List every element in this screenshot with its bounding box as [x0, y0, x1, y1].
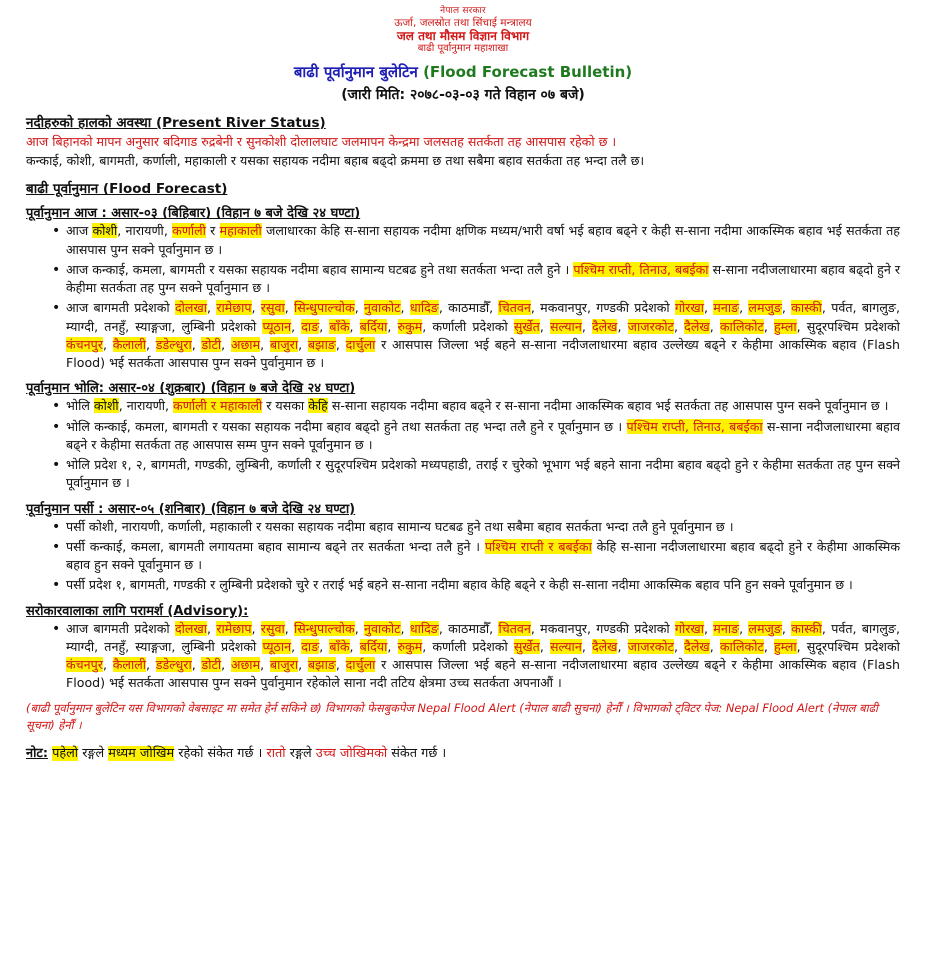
text-run: ,: [739, 620, 749, 636]
text-run: ,: [102, 657, 113, 673]
text-run: र आसपास जिल्ला भई बहने स-साना नदीजलाधारमा बहाव उल्लेख्य बढ्ने र केहीमा आकस्मिक बहाव (Flash Flood) भई सतर्कता आसपास पुग्न सक्ने पुर्वानुमान रहेकोले साना नदी तटिय क्षेत्रमा उच्च सतर्कता अपनाऔं ।: [66, 657, 900, 691]
footnote-part-4: (नेपाल बाढी सूचना) हेर्नौं ।: [26, 700, 878, 732]
list-item: [52, 261, 900, 298]
highlighted-text-run: अछाम: [230, 657, 261, 673]
highlighted-text-run: केहि: [308, 398, 328, 414]
facebook-page-link[interactable]: Nepal Flood Alert: [417, 700, 516, 715]
letterhead-division: बाढी पूर्वानुमान महाशाखा: [417, 43, 509, 55]
text-run: ,: [739, 300, 749, 316]
highlighted-text-run: नुवाकोट: [363, 300, 401, 316]
highlighted-text-run: दोलखा: [174, 620, 208, 636]
text-run: ,: [319, 318, 330, 334]
text-run: ,: [284, 620, 295, 636]
text-run: ,: [400, 620, 410, 636]
text-run: , कर्णाली प्रदेशको: [422, 318, 514, 334]
highlighted-text-run: बझाङ: [307, 657, 336, 673]
legend-note-label: नोट:: [26, 745, 48, 761]
text-run: ,: [146, 336, 156, 352]
list-item: [52, 397, 900, 415]
text-run: ,: [709, 638, 720, 654]
list-item: [52, 576, 900, 594]
highlighted-text-run: धादिङ: [409, 300, 439, 316]
text-run: ,: [704, 300, 714, 316]
list-item: [52, 620, 900, 693]
legend-yellow-risk: मध्यम जोखिम: [108, 745, 175, 761]
text-run: ,: [291, 638, 302, 654]
text-run: पर्सी कोशी, नारायणी, कर्णाली, महाकाली र यसका सहायक नदीमा बहाव सामान्य घटबढ हुने तथा सबैमा बहाव सतर्कता भन्दा तलै हुने पूर्वानुमान छ ।: [66, 518, 734, 534]
document-title-en: (Flood Forecast Bulletin): [423, 62, 633, 81]
text-run: ,: [781, 620, 792, 636]
text-run: ,: [581, 318, 592, 334]
text-run: ,: [539, 318, 550, 334]
list-item: [52, 518, 900, 536]
text-run: ,: [298, 657, 308, 673]
letterhead-department: जल तथा मौसम विज्ञान विभाग: [396, 28, 530, 43]
text-run: आज: [66, 223, 93, 239]
highlighted-text-run: दैलेख: [684, 318, 710, 334]
footnote: [26, 700, 900, 734]
highlighted-text-run: प्यूठान: [262, 318, 292, 334]
text-run: पर्सी कन्काई, कमला, बागमती लगायतमा बहाव सामान्य बढ्ने तर सतर्कता भन्दा तलै हुने ।: [66, 538, 485, 554]
highlighted-text-run: महाकाली: [219, 223, 262, 239]
text-run: ,: [674, 318, 685, 334]
text-run: ,: [349, 318, 360, 334]
text-run: ,: [191, 336, 202, 352]
highlighted-text-run: कैलाली: [112, 657, 147, 673]
highlighted-text-run: दोलखा: [174, 300, 208, 316]
highlighted-text-run: बर्दिया: [359, 318, 388, 334]
legend-yellow-word: पहेलो: [52, 745, 79, 761]
text-run: ,: [221, 657, 231, 673]
text-run: , काठमाडौँ,: [438, 620, 499, 636]
highlighted-text-run: डोटी: [201, 336, 222, 352]
highlighted-text-run: दैलेख: [591, 318, 618, 334]
text-run: स-साना नदीजलाधारमा बहाव बढ्ने र केहीमा सतर्कता तह आसपास सम्म पुग्न सक्ने पूर्वानुमान छ ।: [66, 418, 900, 452]
twitter-page-link[interactable]: Nepal Flood Alert: [725, 700, 824, 715]
text-run: स-साना नदीजलाधारमा बहाव बढ्दो हुने र केहीमा सतर्कता तह पुग्न सक्ने पूर्वानुमान छ ।: [66, 261, 900, 296]
highlighted-text-run: बाँके: [329, 318, 350, 334]
legend-red-tail: संकेत गर्छ ।: [387, 745, 447, 761]
text-run: र: [205, 223, 220, 239]
text-run: भोलि: [66, 398, 94, 414]
text-run: , नारायणी,: [118, 398, 174, 414]
highlighted-text-run: कर्णाली: [172, 223, 206, 239]
text-run: स-साना सहायक नदीमा बहाव बढ्ने र स-साना नदीमा आकस्मिक बहाव भई सतर्कता तह आसपास पुग्न सक्ने पूर्वानुमान छ ।: [327, 398, 889, 414]
text-run: ,: [260, 657, 270, 673]
section-advisory-heading: सरोकारवालाका लागि परामर्श (Advisory):: [26, 603, 249, 619]
highlighted-text-run: नुवाकोट: [363, 620, 401, 636]
highlighted-text-run: गोरखा: [674, 620, 704, 636]
legend-red-word: रातो: [266, 745, 286, 761]
advisory-list: [26, 620, 900, 693]
text-run: ,: [284, 300, 295, 316]
legend-red-risk: उच्च जोखिमको: [315, 745, 388, 761]
text-run: ,: [539, 638, 550, 654]
text-run: ,: [319, 638, 330, 654]
text-run: ,: [251, 300, 261, 316]
text-run: , सुदूरपश्चिम प्रदेशको: [796, 318, 900, 334]
highlighted-text-run: हुम्ला: [773, 638, 797, 654]
highlighted-text-run: बाजुरा: [269, 336, 299, 352]
text-run: ,: [763, 638, 774, 654]
highlighted-text-run: मनाङ: [713, 300, 740, 316]
legend-yellow-tail: रहेको संकेत गर्छ ।: [174, 745, 263, 761]
highlighted-text-run: बर्दिया: [359, 638, 388, 654]
forecast-tomorrow-heading: पूर्वानुमान भोलि: असार-०४ (शुक्रबार) (विहान ७ बजे देखि २४ घण्टा): [26, 381, 356, 397]
highlighted-text-run: रुकुम: [397, 638, 423, 654]
highlighted-text-run: बाँके: [329, 638, 350, 654]
text-run: र आसपास जिल्ला भई बहने स-साना नदीजलाधारमा बहाव उल्लेख्य बढ्ने र केहीमा आकस्मिक बहाव (Flash Flood) भई सतर्कता आसपास पुग्न सक्ने पुर्वानुमान छ ।: [66, 336, 900, 371]
text-run: ,: [781, 300, 792, 316]
text-run: , मकवानपुर, गण्डकी प्रदेशको: [530, 620, 675, 636]
text-run: , कर्णाली प्रदेशको: [422, 638, 514, 654]
text-run: ,: [400, 300, 410, 316]
list-item: [52, 456, 900, 493]
list-item: [52, 538, 900, 575]
text-run: ,: [291, 318, 302, 334]
text-run: ,: [207, 620, 217, 636]
text-run: ,: [349, 638, 360, 654]
list-item: [52, 222, 900, 259]
section-river-status-heading: नदीहरुको हालको अवस्था (Present River Status): [26, 114, 326, 131]
text-run: आज बागमती प्रदेशको: [66, 620, 175, 636]
text-run: , काठमाडौँ,: [438, 300, 499, 316]
highlighted-text-run: सल्यान: [549, 318, 582, 334]
text-run: ,: [335, 657, 346, 673]
forecast-tomorrow-list: [26, 397, 900, 492]
highlighted-text-run: कास्की: [791, 620, 822, 636]
text-run: , पर्वत, बागलुङ, म्याग्दी, तनहुँ, स्याङ्गजा, लुम्बिनी प्रदेशको: [66, 300, 900, 334]
highlighted-text-run: दैलेख: [684, 638, 710, 654]
text-run: केहि स-साना नदीजलाधारमा बहाव बढ्दो हुने र केहीमा आकस्मिक बहाव हुन सक्ने पूर्वानुमान छ ।: [66, 538, 900, 573]
highlighted-text-run: कैलाली: [112, 336, 147, 352]
forecast-today-heading: पूर्वानुमान आज : असार-०३ (बिहिबार) (विहान ७ बजे देखि २४ घण्टा): [26, 206, 361, 222]
text-run: र यसका: [262, 398, 309, 414]
highlighted-text-run: चितवन: [498, 300, 531, 316]
highlighted-text-run: कास्की: [791, 300, 822, 316]
text-run: ,: [709, 318, 720, 334]
forecast-dayafter-list: [26, 518, 900, 595]
highlighted-text-run: रुकुम: [397, 318, 423, 334]
highlighted-text-run: गोरखा: [674, 300, 704, 316]
text-run: ,: [260, 336, 270, 352]
issue-datetime: (जारी मिति: २०७८-०३-०३ गते विहान ०७ बजे): [341, 86, 585, 103]
footnote-part-3: ट्विटर पेज:: [674, 700, 726, 715]
highlighted-text-run: कंचनपुर: [66, 657, 103, 673]
highlighted-text-run: रसुवा: [260, 620, 285, 636]
highlighted-text-run: बाजुरा: [269, 657, 299, 673]
text-run: ,: [617, 318, 628, 334]
letterhead-government: नेपाल सरकार: [440, 6, 486, 16]
legend-note: [26, 744, 900, 763]
highlighted-text-run: रसुवा: [260, 300, 285, 316]
highlighted-text-run: जाजरकोट: [627, 638, 675, 654]
highlighted-text-run: कालिकोट: [719, 638, 764, 654]
document-title-np: बाढी पूर्वानुमान बुलेटिन: [293, 62, 424, 81]
highlighted-text-run: पश्चिम राप्ती, तिनाउ, बबईका: [573, 261, 709, 277]
highlighted-text-run: पश्चिम राप्ती र बबईका: [484, 538, 592, 554]
highlighted-text-run: धादिङ: [409, 620, 439, 636]
text-run: , सुदूरपश्चिम प्रदेशको: [796, 638, 900, 654]
highlighted-text-run: कर्णाली र महाकाली: [173, 398, 263, 414]
text-run: ,: [102, 336, 113, 352]
letterhead-ministry: ऊर्जा, जलस्रोत तथा सिंचाई मन्त्रालय: [394, 16, 532, 29]
highlighted-text-run: प्यूठान: [262, 638, 292, 654]
highlighted-text-run: सुर्खेत: [513, 638, 540, 654]
highlighted-text-run: कंचनपुर: [66, 336, 103, 352]
highlighted-text-run: कोशी: [93, 398, 119, 414]
text-run: , पर्वत, बागलुङ, म्याग्दी, तनहुँ, स्याङ्गजा, लुम्बिनी प्रदेशको: [66, 620, 900, 654]
highlighted-text-run: सिन्धुपाल्चोक: [294, 620, 355, 636]
text-run: ,: [335, 336, 346, 352]
forecast-dayafter-heading: पूर्वानुमान पर्सी : असार-०५ (शनिबार) (विहान ७ बजे देखि २४ घण्टा): [26, 501, 356, 517]
letterhead: [26, 6, 900, 55]
highlighted-text-run: सिन्धुपाल्चोक: [294, 300, 355, 316]
highlighted-text-run: जाजरकोट: [627, 318, 675, 334]
highlighted-text-run: बझाङ: [307, 336, 336, 352]
text-run: ,: [298, 336, 308, 352]
river-status-line-1: आज बिहानको मापन अनुसार बदिगाड रुद्रबेनी र सुनकोशी दोलालघाट जलमापन केन्द्रमा जलसतह सतर्कता तह आसपास रहेको छ ।: [26, 133, 617, 149]
text-run: ,: [763, 318, 774, 334]
legend-yellow-rest: रङ्गले: [78, 745, 109, 761]
highlighted-text-run: डडेल्धुरा: [155, 657, 192, 673]
legend-red-rest: रङ्गले: [285, 745, 316, 761]
text-run: ,: [704, 620, 714, 636]
highlighted-text-run: सुर्खेत: [513, 318, 540, 334]
text-run: भोलि कन्काई, कमला, बागमती र यसका सहायक नदीमा बहाव बढ्दो हुने तथा सतर्कता तह भन्दा तलै हुने र पूर्वानुमान छ ।: [66, 418, 627, 434]
highlighted-text-run: रामेछाप: [216, 620, 252, 636]
text-run: ,: [251, 620, 261, 636]
highlighted-text-run: लमजुङ: [748, 300, 782, 316]
text-run: ,: [581, 638, 592, 654]
highlighted-text-run: दार्चुला: [345, 657, 376, 673]
list-item: [52, 418, 900, 455]
text-run: पर्सी प्रदेश १, बागमती, गण्डकी र लुम्बिनी प्रदेशको चुरे र तराई भई बहने स-साना नदीमा बहाव केहि बढ्ने र केही स-साना नदीमा आकस्मिक बहाव पनि हुन सक्ने पूर्वानुमान छ ।: [66, 577, 853, 593]
highlighted-text-run: दाङ: [301, 638, 320, 654]
footnote-part-1: (बाढी पूर्वानुमान बुलेटिन यस विभागको वेबसाइट मा समेत हेर्न सकिने छ) विभागको फेसबुकपेज: [26, 700, 418, 715]
text-run: ,: [354, 620, 364, 636]
text-run: , नारायणी,: [117, 223, 173, 239]
highlighted-text-run: हुम्ला: [773, 318, 797, 334]
highlighted-text-run: कालिकोट: [719, 318, 764, 334]
highlighted-text-run: दार्चुला: [345, 336, 376, 352]
text-run: ,: [146, 657, 156, 673]
text-run: ,: [387, 638, 398, 654]
highlighted-text-run: दैलेख: [591, 638, 618, 654]
highlighted-text-run: सल्यान: [549, 638, 582, 654]
highlighted-text-run: लमजुङ: [748, 620, 782, 636]
text-run: आज बागमती प्रदेशको: [66, 300, 175, 316]
highlighted-text-run: डडेल्धुरा: [155, 336, 192, 352]
highlighted-text-run: कोशी: [92, 223, 118, 239]
document-title: [26, 62, 900, 82]
section-flood-forecast-heading: बाढी पूर्वानुमान (Flood Forecast): [26, 181, 228, 198]
list-item: [52, 299, 900, 372]
text-run: , मकवानपुर, गण्डकी प्रदेशको: [530, 300, 675, 316]
text-run: ,: [207, 300, 217, 316]
text-run: ,: [617, 638, 628, 654]
highlighted-text-run: मनाङ: [713, 620, 740, 636]
highlighted-text-run: पश्चिम राप्ती, तिनाउ, बबईका: [626, 418, 763, 434]
river-status-line-2: कन्काई, कोशी, बागमती, कर्णाली, महाकाली र यसका सहायक नदीमा बहाब बढ्दो क्रममा छ तथा सबैमा बहाव सतर्कता तह भन्दा तलै छ।: [26, 153, 645, 169]
text-run: ,: [221, 336, 231, 352]
text-run: ,: [354, 300, 364, 316]
highlighted-text-run: डोटी: [201, 657, 222, 673]
text-run: ,: [191, 657, 202, 673]
footnote-part-2: (नेपाल बाढी सुचना) हेर्नौं । विभागको: [515, 700, 671, 715]
text-run: ,: [674, 638, 685, 654]
highlighted-text-run: दाङ: [301, 318, 320, 334]
forecast-today-list: [26, 222, 900, 372]
highlighted-text-run: रामेछाप: [216, 300, 252, 316]
text-run: आज कन्काई, कमला, बागमती र यसका सहायक नदीमा बहाव सामान्य घटबढ हुने तथा सतर्कता भन्दा तलै हुने ।: [66, 261, 574, 277]
text-run: जलाधारका केहि स-साना सहायक नदीमा क्षणिक मध्यम/भारी वर्षा भई बहाव बढ्ने र केही स-साना नदीमा आकस्मिक बहाव भई सतर्कता तह आसपास पुग्न सक्ने पूर्वानुमान छ ।: [66, 223, 900, 257]
highlighted-text-run: चितवन: [498, 620, 531, 636]
text-run: ,: [387, 318, 398, 334]
text-run: भोलि प्रदेश १, २, बागमती, गण्डकी, लुम्बिनी, कर्णाली र सुदूरपश्चिम प्रदेशको मध्यपहाडी, तराई र चुरेको भूभाग भई बहने साना नदीमा बहाव बढ्दो हुने र केहीमा सतर्कता तह पुग्न सक्ने पूर्वानुमान छ ।: [66, 457, 900, 491]
highlighted-text-run: अछाम: [230, 336, 261, 352]
